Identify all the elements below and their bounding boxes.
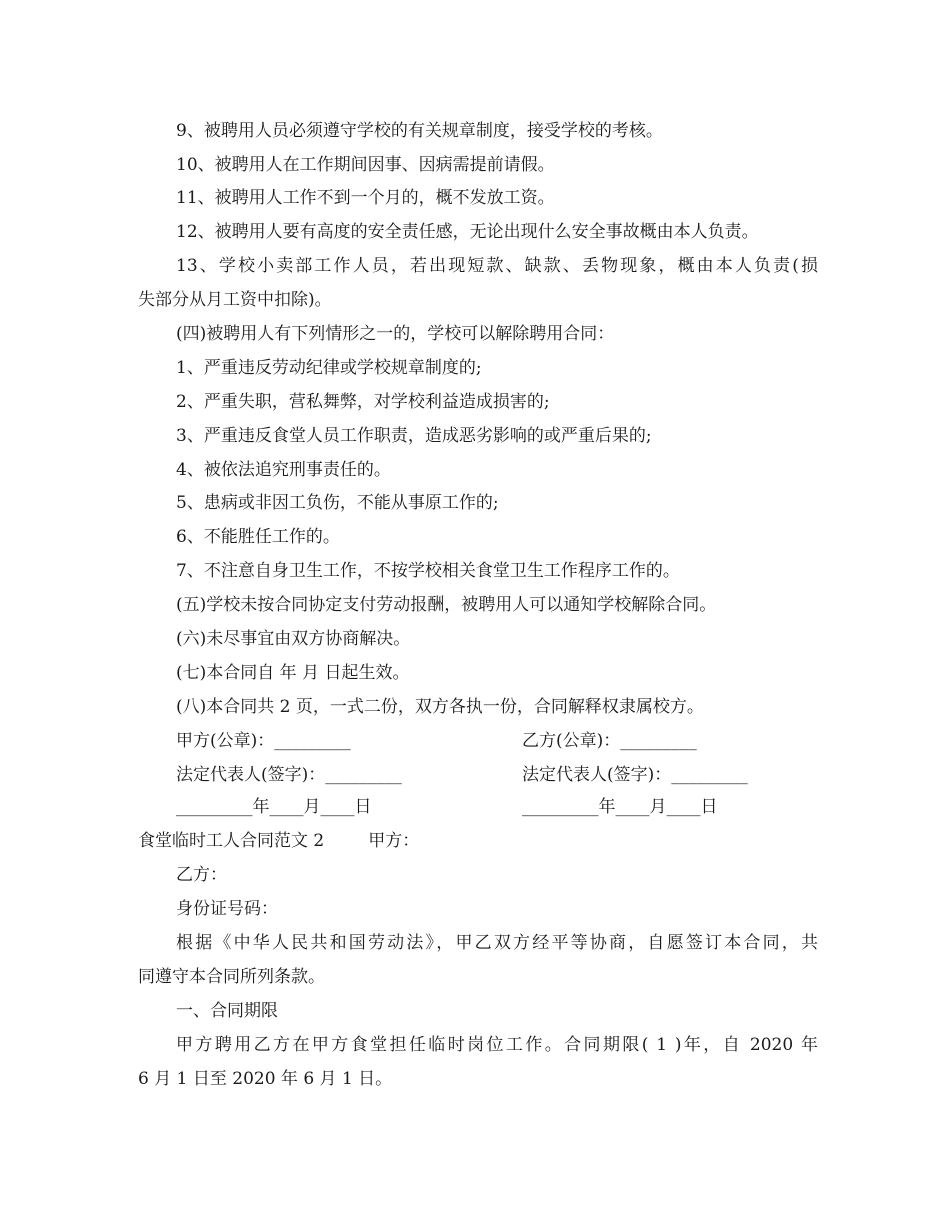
contract-2-id-number: 身份证号码：	[176, 899, 278, 919]
section-6: (六)未尽事宜由双方协商解决。	[176, 629, 411, 649]
party-b-seal: 乙方(公章)：_________	[522, 731, 697, 751]
contract-2-title: 食堂临时工人合同范文 2	[138, 831, 325, 851]
party-b-date: _________年____月____日	[522, 797, 718, 817]
section-4-item-6: 6、不能胜任工作的。	[176, 527, 340, 547]
party-a-representative: 法定代表人(签字)：_________	[176, 765, 402, 785]
section-4-item-5: 5、患病或非因工负伤，不能从事原工作的;	[176, 493, 499, 513]
contract-2-intro-line-1: 根据《中华人民共和国劳动法》，甲乙双方经平等协商，自愿签订本合同，共	[176, 933, 818, 953]
contract-2-term-line-1: 甲方聘用乙方在甲方食堂担任临时岗位工作。合同期限( 1 )年，自 2020 年	[176, 1035, 818, 1055]
section-4-item-3: 3、严重违反食堂人员工作职责，造成恶劣影响的或严重后果的;	[176, 426, 652, 446]
party-b-representative: 法定代表人(签字)：_________	[522, 765, 748, 785]
section-4-item-1: 1、严重违反劳动纪律或学校规章制度的;	[176, 358, 482, 378]
party-a-date: _________年____月____日	[176, 797, 372, 817]
clause-13-line-2: 失部分从月工资中扣除)。	[138, 290, 332, 310]
section-4-item-4: 4、被依法追究刑事责任的。	[176, 460, 391, 480]
clause-9: 9、被聘用人员必须遵守学校的有关规章制度，接受学校的考核。	[176, 121, 663, 141]
section-5: (五)学校未按合同协定支付劳动报酬，被聘用人可以通知学校解除合同。	[176, 595, 717, 615]
clause-12: 12、被聘用人要有高度的安全责任感，无论出现什么安全事故概由本人负责。	[176, 222, 759, 242]
section-4-item-7: 7、不注意自身卫生工作，不按学校相关食堂卫生工作程序工作的。	[176, 561, 680, 581]
contract-2-party-b: 乙方：	[176, 865, 227, 885]
section-4-heading: (四)被聘用人有下列情形之一的，学校可以解除聘用合同：	[176, 324, 615, 344]
section-4-item-2: 2、严重失职，营私舞弊，对学校利益造成损害的;	[176, 392, 550, 412]
party-a-seal: 甲方(公章)：_________	[176, 731, 351, 751]
contract-2-section-1: 一、合同期限	[176, 1001, 278, 1021]
contract-2-intro-line-2: 同遵守本合同所列条款。	[138, 967, 325, 987]
contract-2-term-line-2: 6 月 1 日至 2020 年 6 月 1 日。	[138, 1069, 393, 1089]
section-8: (八)本合同共 2 页，一式二份，双方各执一份，合同解释权隶属校方。	[176, 697, 704, 717]
contract-2-header	[138, 830, 818, 852]
section-7: (七)本合同自 年 月 日起生效。	[176, 663, 410, 683]
clause-13-line-1: 13、学校小卖部工作人员，若出现短款、缺款、丢物现象，概由本人负责(损	[176, 256, 818, 276]
clause-10: 10、被聘用人在工作期间因事、因病需提前请假。	[176, 155, 555, 175]
contract-2-party-a: 甲方：	[368, 831, 420, 851]
clause-11: 11、被聘用人工作不到一个月的，概不发放工资。	[176, 188, 555, 208]
